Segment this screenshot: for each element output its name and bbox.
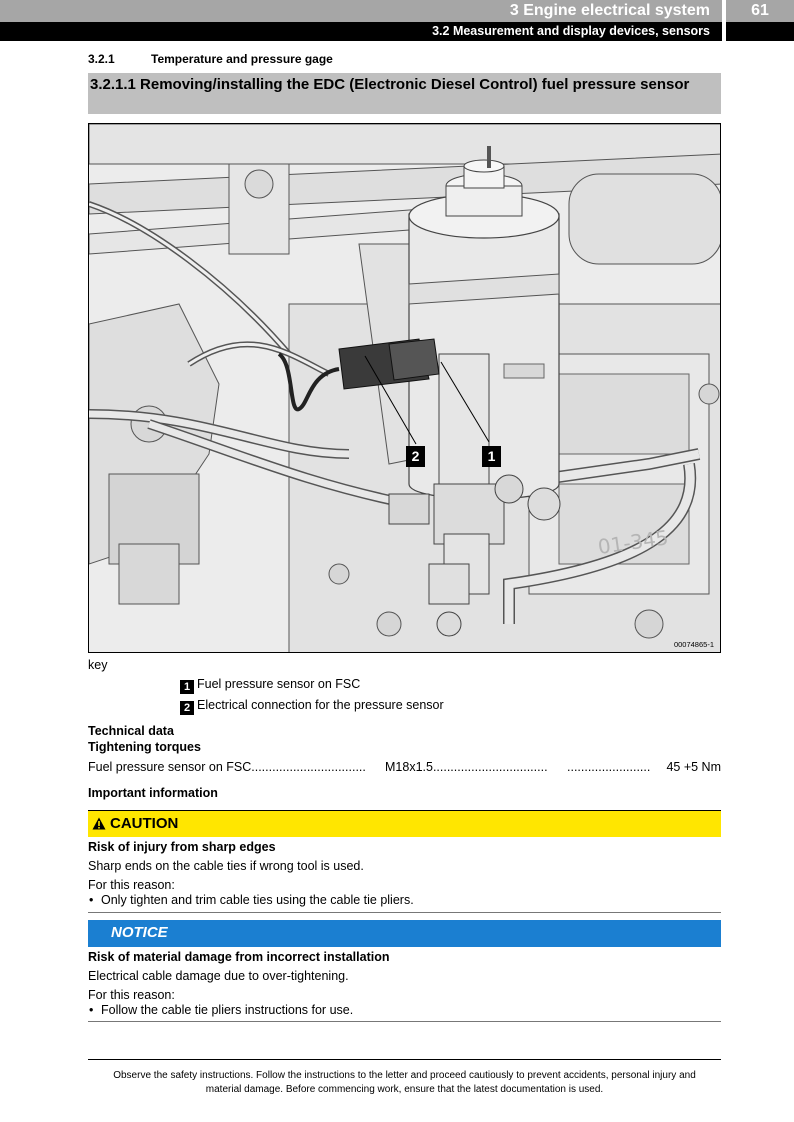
figure-callout-2: 2 bbox=[406, 446, 425, 467]
figure-callout-1: 1 bbox=[482, 446, 501, 467]
caution-label: CAUTION bbox=[110, 815, 179, 832]
torque-value: 45 +5 Nm bbox=[666, 760, 721, 774]
torque-item: Fuel pressure sensor on FSC................................. bbox=[88, 760, 366, 774]
footer-safety-note bbox=[88, 1069, 721, 1097]
key-label: key bbox=[88, 658, 108, 672]
caution-divider bbox=[88, 912, 721, 913]
caution-banner bbox=[88, 810, 721, 837]
caution-title: Risk of injury from sharp edges bbox=[88, 840, 276, 854]
figure-id: 00074865-1 bbox=[673, 640, 714, 649]
header-chapter-title: 3 Engine electrical system bbox=[509, 2, 710, 19]
header-section-bar bbox=[0, 22, 722, 41]
notice-label: NOTICE bbox=[111, 924, 168, 941]
header-page-box bbox=[726, 0, 794, 22]
header-section-bar-right bbox=[726, 22, 794, 41]
warning-triangle-icon bbox=[92, 817, 106, 830]
page-number: 61 bbox=[751, 2, 769, 19]
key-item-1 bbox=[180, 676, 360, 694]
notice-divider bbox=[88, 1021, 721, 1022]
notice-title: Risk of material damage from incorrect installation bbox=[88, 950, 390, 964]
torque-dots: ........................ bbox=[567, 760, 651, 774]
key-item-1-text: Fuel pressure sensor on FSC bbox=[197, 677, 361, 691]
tightening-torques-heading: Tightening torques bbox=[88, 740, 201, 754]
caution-text: Sharp ends on the cable ties if wrong tool is used. bbox=[88, 859, 364, 873]
engine-illustration bbox=[88, 123, 721, 653]
footer-line-1: Observe the safety instructions. Follow the instructions to the letter and proceed cautiously to prevent accidents, personal injury and bbox=[113, 1070, 696, 1081]
footer-divider bbox=[88, 1059, 721, 1060]
section-number: 3.2.1 bbox=[88, 52, 115, 66]
engine-drawing bbox=[89, 124, 721, 653]
bullet-dot-icon: • bbox=[89, 1003, 94, 1017]
notice-bullet-text: Follow the cable tie pliers instructions for use. bbox=[101, 1003, 354, 1017]
subsection-title: 3.2.1.1 Removing/installing the EDC (Electronic Diesel Control) fuel pressure sensor bbox=[90, 76, 690, 93]
notice-reason: For this reason: bbox=[88, 988, 175, 1002]
section-title: Temperature and pressure gage bbox=[151, 52, 333, 66]
bullet-dot-icon: • bbox=[89, 893, 94, 907]
notice-banner bbox=[88, 920, 721, 947]
key-item-2 bbox=[180, 697, 444, 715]
footer-line-2: material damage. Before commencing work, ensure that the latest documentation is used. bbox=[205, 1084, 604, 1095]
header-chapter-bar bbox=[0, 0, 722, 22]
header-section-title: 3.2 Measurement and display devices, sensors bbox=[432, 24, 710, 38]
key-badge-1: 1 bbox=[180, 680, 194, 694]
embossed-casting-text: 01-345 bbox=[596, 525, 670, 559]
key-item-2-text: Electrical connection for the pressure sensor bbox=[197, 698, 444, 712]
key-badge-2: 2 bbox=[180, 701, 194, 715]
technical-data-heading: Technical data bbox=[88, 724, 174, 738]
caution-reason: For this reason: bbox=[88, 878, 175, 892]
subsection-heading-box bbox=[88, 73, 721, 114]
notice-text: Electrical cable damage due to over-tightening. bbox=[88, 969, 349, 983]
caution-bullet-text: Only tighten and trim cable ties using the cable tie pliers. bbox=[101, 893, 414, 907]
torque-thread: M18x1.5................................. bbox=[385, 760, 548, 774]
important-info-heading: Important information bbox=[88, 786, 218, 800]
